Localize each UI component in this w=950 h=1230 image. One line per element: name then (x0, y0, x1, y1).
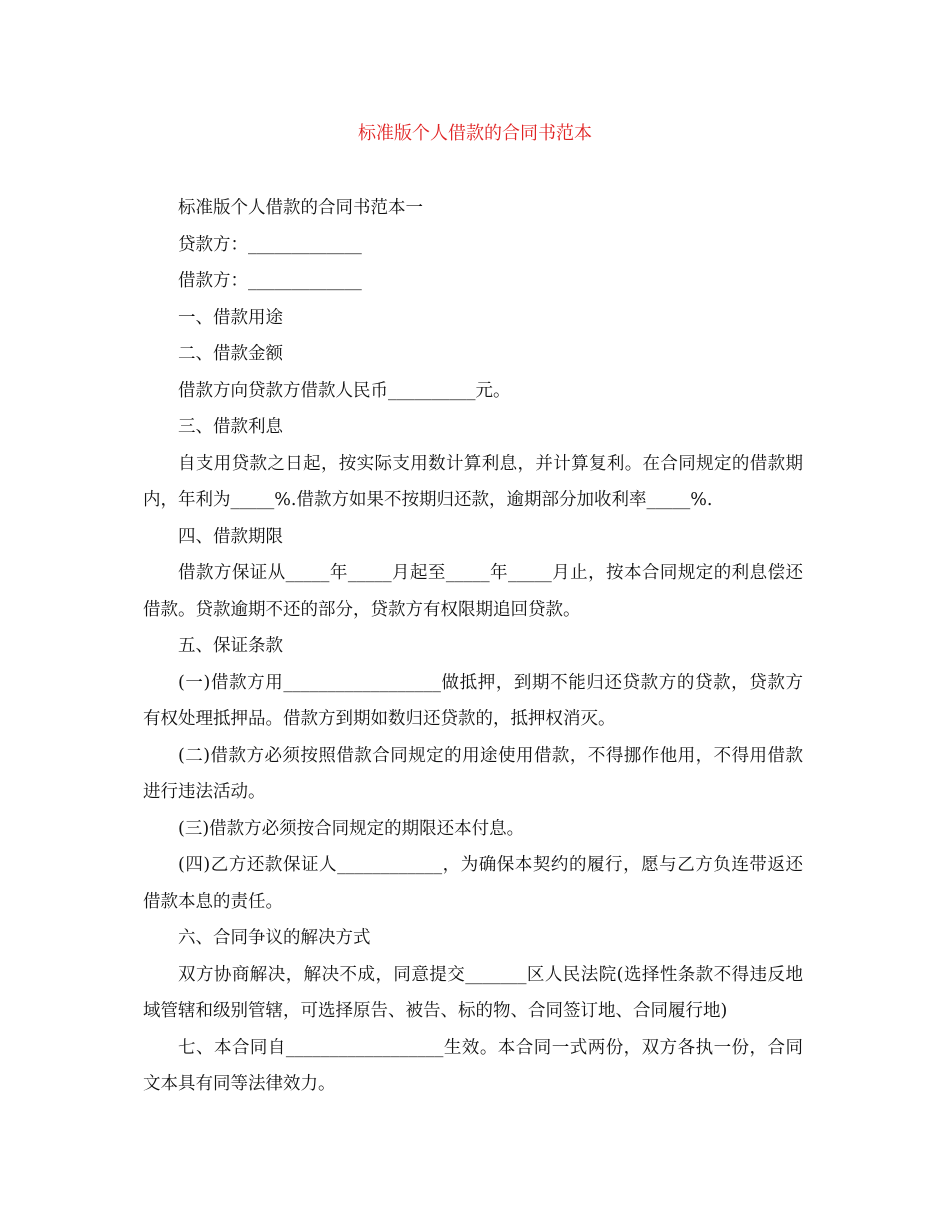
clause-text: 借款方保证从_____年_____月起至_____年_____月止，按本合同规定的利息偿还借款。贷款逾期不还的部分，贷款方有权限期追回贷款。 (143, 563, 803, 620)
clause-text: 双方协商解决，解决不成，同意提交_______区人民法院(选择性条款不得违反地域管辖和级别管辖，可选择原告、被告、标的物、合同签订地、合同履行地) (143, 964, 803, 1021)
lender-field: 贷款方：_____________ (178, 234, 362, 255)
document-title: 标准版个人借款的合同书范本 (358, 123, 592, 144)
clause-text: (三)借款方必须按合同规定的期限还本付息。 (178, 818, 525, 839)
document-body (143, 190, 803, 1103)
clause-text: (二)借款方必须按照借款合同规定的用途使用借款，不得挪作他用，不得用借款进行违法活动。 (143, 745, 803, 802)
clause-text: (一)借款方用__________________做抵押，到期不能归还贷款方的贷款，贷款方有权处理抵押品。借款方到期如数归还贷款的，抵押权消灭。 (143, 672, 803, 729)
clause-heading: 二、借款金额 (178, 344, 283, 364)
clause-text: (四)乙方还款保证人____________，为确保本契约的履行，愿与乙方负连带返还借款本息的责任。 (143, 855, 803, 912)
clause-heading: 三、借款利息 (178, 417, 283, 437)
clause-text: 七、本合同自__________________生效。本合同一式两份，双方各执一份，合同文本具有同等法律效力。 (143, 1037, 803, 1094)
clause-text: 借款方向贷款方借款人民币__________元。 (178, 380, 511, 401)
clause-heading: 一、借款用途 (178, 307, 283, 328)
section-heading: 标准版个人借款的合同书范本一 (178, 198, 423, 218)
clause-heading: 四、借款期限 (178, 526, 283, 547)
borrower-field: 借款方：_____________ (178, 271, 362, 291)
clause-text: 自支用贷款之日起，按实际支用数计算利息，并计算复利。在合同规定的借款期内，年利为_____%.借款方如果不按期归还款，逾期部分加收利率_____%. (143, 453, 803, 510)
clause-heading: 六、合同争议的解决方式 (178, 928, 371, 948)
clause-heading: 五、保证条款 (178, 636, 283, 656)
